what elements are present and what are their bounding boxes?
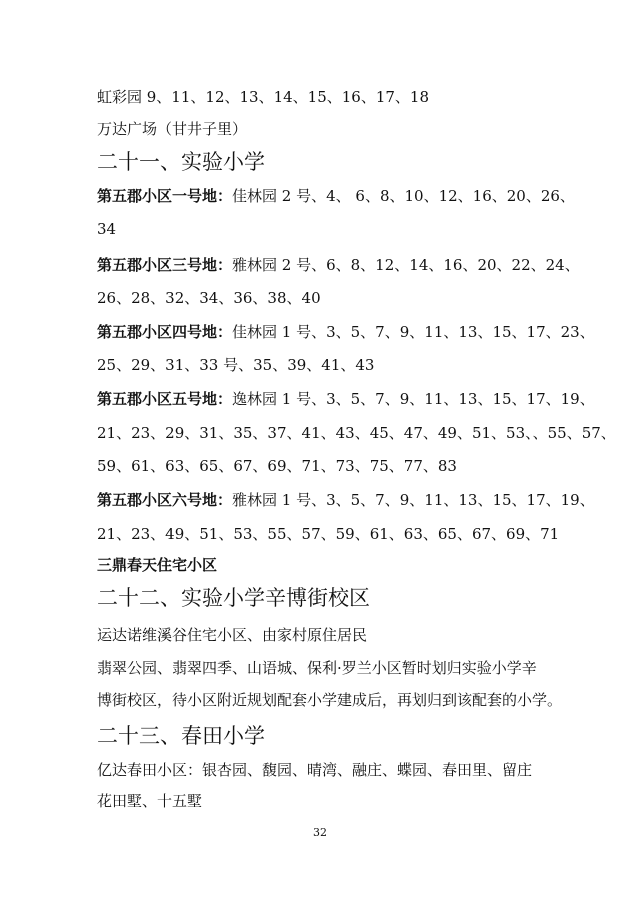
section-heading-21: 二十一、实验小学 (97, 150, 265, 174)
plot-5-label: 第五郡小区五号地： (97, 390, 233, 408)
plot-5-text: 逸林园 1 号、3、5、7、9、11、13、15、17、19、 (232, 390, 595, 408)
text-line-yida-cont: 花田墅、十五墅 (97, 792, 203, 810)
text-line-wanda: 万达广场（甘井子里） (97, 120, 248, 138)
plot-3-label: 第五郡小区三号地： (97, 256, 233, 274)
plot-4-label: 第五郡小区四号地： (97, 323, 233, 341)
text-line-yunda: 运达诺维溪谷住宅小区、由家村原住居民 (97, 626, 368, 644)
page-number: 32 (313, 826, 327, 839)
text-line-plot-5-cont: 21、23、29、31、35、37、41、43、45、47、49、51、53、、55、57、 (97, 424, 616, 442)
text-line-plot-4-cont: 25、29、31、33 号、35、39、41、43 (97, 356, 375, 374)
text-line-yida: 亿达春田小区：银杏园、馥园、晴湾、融庄、蝶园、春田里、留庄 (97, 761, 533, 779)
text-line-plot-6 (97, 490, 595, 510)
plot-6-label: 第五郡小区六号地： (97, 491, 233, 509)
text-line-plot-5 (97, 389, 595, 409)
text-line-plot-3-cont: 26、28、32、34、36、38、40 (97, 289, 321, 307)
plot-3-text: 雅林园 2 号、6、8、12、14、16、20、22、24、 (232, 256, 580, 274)
text-line-feicui: 翡翠公园、翡翠四季、山语城、保利·罗兰小区暂时划归实验小学辛 (97, 659, 537, 677)
text-line-plot-6-cont: 21、23、49、51、53、55、57、59、61、63、65、67、69、71 (97, 525, 560, 543)
text-line-plot-4 (97, 322, 595, 342)
text-line-feicui-cont: 博街校区，待小区附近规划配套小学建成后，再划归到该配套的小学。 (97, 691, 563, 709)
section-heading-23: 二十三、春田小学 (97, 724, 265, 748)
text-line-plot-1-cont: 34 (97, 220, 117, 238)
text-line-sanding: 三鼎春天住宅小区 (97, 556, 218, 574)
text-line-plot-1 (97, 186, 575, 206)
section-heading-22: 二十二、实验小学辛博街校区 (97, 586, 370, 610)
text-line-plot-3 (97, 255, 580, 275)
plot-4-text: 佳林园 1 号、3、5、7、9、11、13、15、17、23、 (232, 323, 595, 341)
text-line-plot-5-cont2: 59、61、63、65、67、69、71、73、75、77、83 (97, 457, 457, 475)
plot-6-text: 雅林园 1 号、3、5、7、9、11、13、15、17、19、 (232, 491, 595, 509)
plot-1-label: 第五郡小区一号地： (97, 187, 233, 205)
text-line-hongcaiyuan: 虹彩园 9、11、12、13、14、15、16、17、18 (97, 88, 430, 106)
plot-1-text: 佳林园 2 号、4、 6、8、10、12、16、20、26、 (232, 187, 575, 205)
